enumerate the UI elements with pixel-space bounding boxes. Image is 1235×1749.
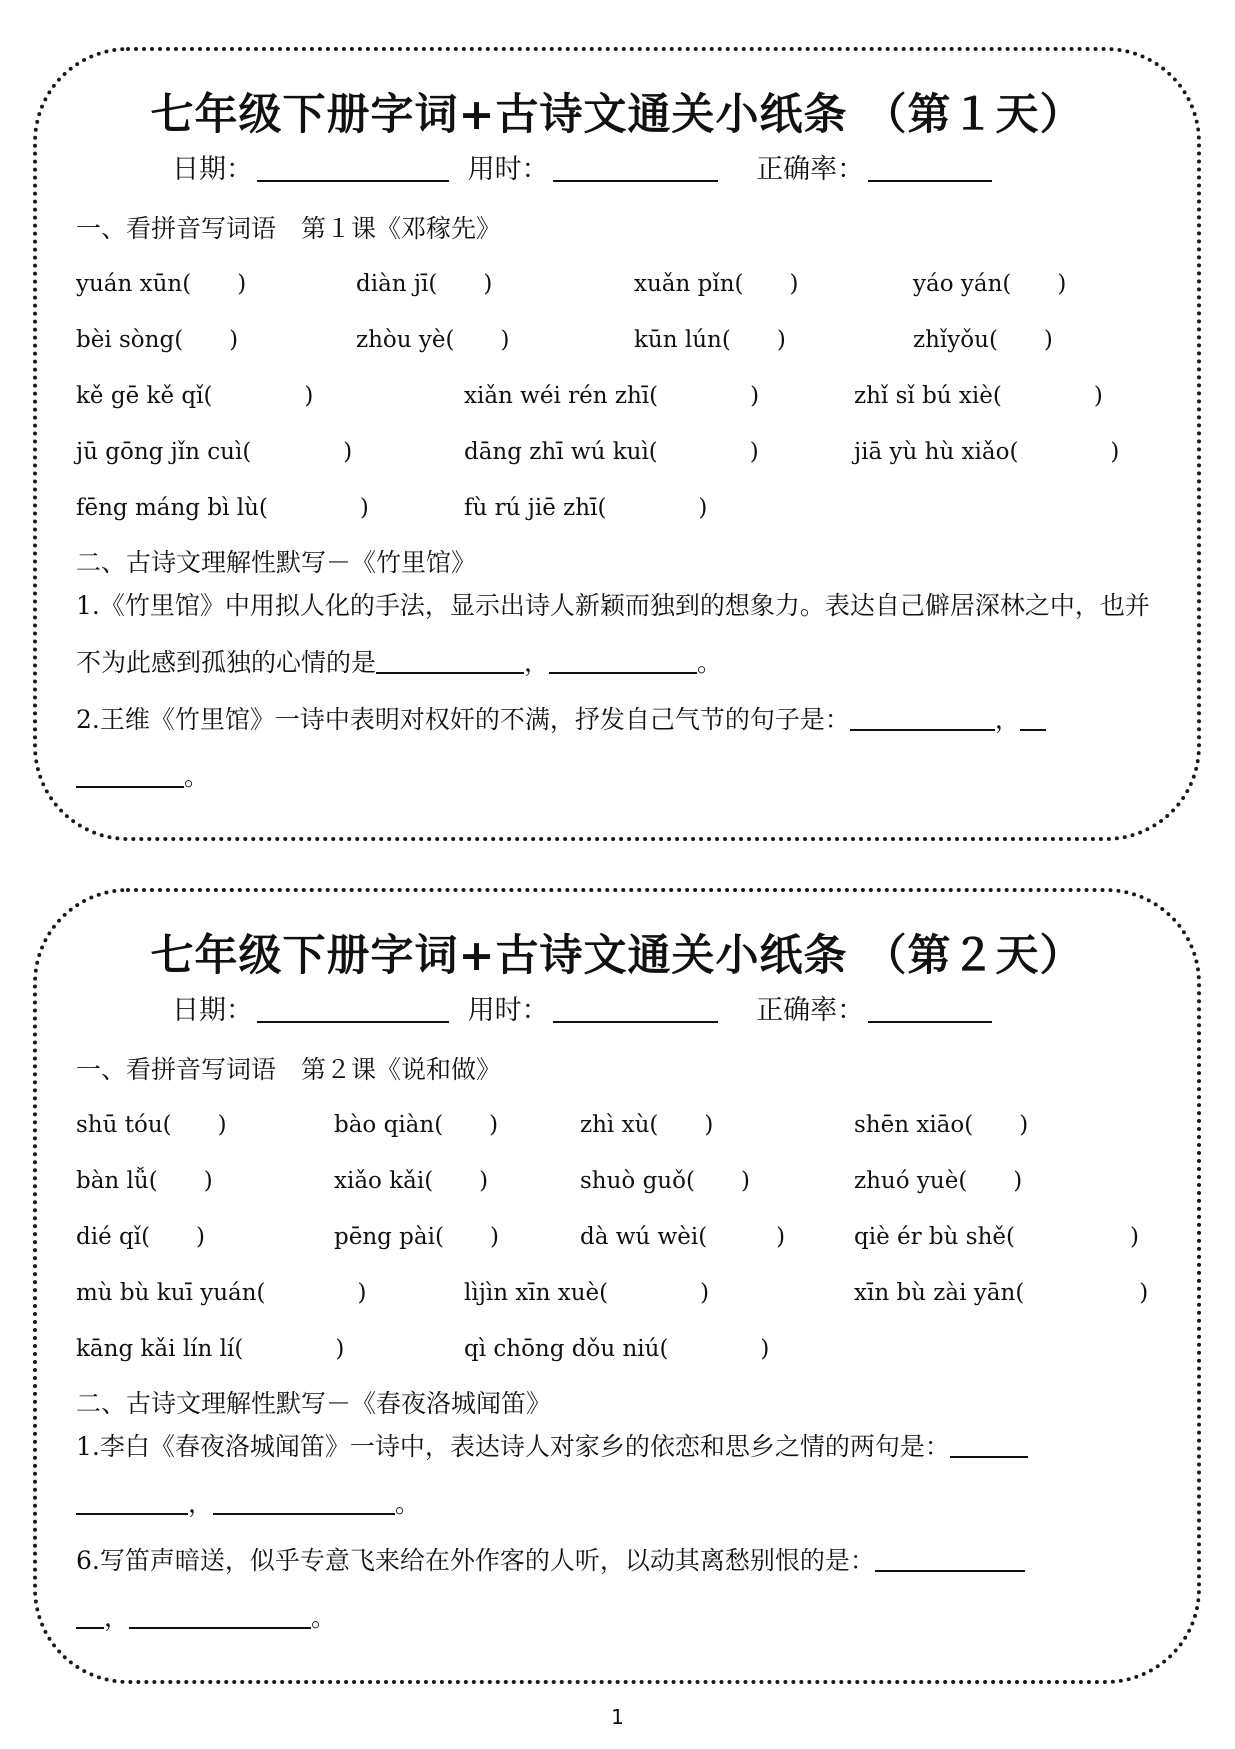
pinyin-item: dà wú wèi( ) [580, 1224, 786, 1250]
time-blank[interactable] [553, 995, 718, 1023]
answer-blank[interactable] [76, 1603, 104, 1629]
date-label: 日期： [172, 995, 253, 1026]
answer-blank[interactable] [76, 1489, 188, 1515]
pinyin-item: jiā yù hù xiǎo( ) [854, 439, 1120, 465]
pinyin-item: diàn jī( ) [356, 271, 493, 297]
header-fields [172, 147, 1002, 186]
period: 。 [311, 1603, 337, 1632]
question-2 [76, 691, 1157, 805]
answer-blank[interactable] [850, 705, 995, 731]
worksheet-card-day1 [33, 47, 1201, 841]
worksheet-title: 七年级下册字词+古诗文通关小纸条 （第１天） [150, 90, 1084, 140]
question-text: 1.《竹里馆》中用拟人化的手法，显示出诗人新颖而独到的想象力。表达自己僻居深林之中，也并不为此感到孤独的心情的是 [76, 591, 1150, 677]
worksheet-title: 七年级下册字词+古诗文通关小纸条 （第２天） [150, 931, 1084, 981]
pinyin-row [76, 377, 1177, 411]
accuracy-label: 正确率： [756, 154, 865, 185]
answer-blank[interactable] [129, 1603, 311, 1629]
pinyin-item: bàn lǚ( ) [76, 1168, 213, 1194]
pinyin-item: kāng kǎi lín lí( ) [76, 1336, 345, 1362]
pinyin-item: shēn xiāo( ) [854, 1112, 1029, 1138]
pinyin-row [76, 1274, 1177, 1308]
question-text: 1.李白《春夜洛城闻笛》一诗中，表达诗人对家乡的依恋和思乡之情的两句是： [76, 1432, 950, 1461]
answer-blank[interactable] [1020, 705, 1046, 731]
pinyin-row [76, 1162, 1177, 1196]
comma: ， [524, 648, 550, 677]
pinyin-item: jū gōng jǐn cuì( ) [76, 439, 353, 465]
date-blank[interactable] [257, 154, 449, 182]
section-poem-title: 二、古诗文理解性默写－《竹里馆》 [76, 548, 477, 577]
pinyin-item: kūn lún( ) [634, 327, 786, 353]
pinyin-item: xuǎn pǐn( ) [634, 271, 799, 297]
pinyin-row [76, 1106, 1177, 1140]
accuracy-blank[interactable] [868, 995, 992, 1023]
pinyin-item: fēng máng bì lù( ) [76, 495, 369, 521]
header-fields [172, 988, 1002, 1027]
pinyin-item: zhuó yuè( ) [854, 1168, 1023, 1194]
pinyin-item: bào qiàn( ) [334, 1112, 499, 1138]
pinyin-row [76, 321, 1177, 355]
question-text: 2.王维《竹里馆》一诗中表明对权奸的不满，抒发自己气节的句子是： [76, 705, 850, 734]
pinyin-item: zhòu yè( ) [356, 327, 510, 353]
pinyin-item: fù rú jiē zhī( ) [464, 495, 708, 521]
pinyin-item: qiè ér bù shě( ) [854, 1224, 1139, 1250]
pinyin-item: lìjìn xīn xuè( ) [464, 1280, 710, 1306]
pinyin-row [76, 489, 1177, 523]
period: 。 [184, 762, 210, 791]
accuracy-blank[interactable] [868, 154, 992, 182]
worksheet-card-day2 [33, 888, 1201, 1684]
pinyin-item: shuò guǒ( ) [580, 1168, 750, 1194]
pinyin-row [76, 433, 1177, 467]
comma: ， [994, 705, 1020, 734]
answer-blank[interactable] [376, 648, 524, 674]
time-label: 用时： [467, 995, 549, 1026]
pinyin-item: zhǐ sǐ bú xiè( ) [854, 383, 1103, 409]
pinyin-item: dāng zhī wú kuì( ) [464, 439, 759, 465]
pinyin-row [76, 1218, 1177, 1252]
pinyin-item: xiǎn wéi rén zhī( ) [464, 383, 760, 409]
pinyin-item: zhǐyǒu( ) [913, 327, 1053, 353]
answer-blank[interactable] [950, 1432, 1028, 1458]
comma: ， [104, 1603, 130, 1632]
time-label: 用时： [467, 154, 549, 185]
accuracy-label: 正确率： [756, 995, 865, 1026]
section-pinyin-title: 一、看拼音写词语 第１课《邓稼先》 [76, 214, 502, 243]
pinyin-item: pēng pài( ) [334, 1224, 499, 1250]
date-label: 日期： [172, 154, 253, 185]
question-1 [76, 1418, 1157, 1532]
page-number: 1 [611, 1705, 624, 1729]
time-blank[interactable] [553, 154, 718, 182]
question-text: 6.写笛声暗送，似乎专意飞来给在外作客的人听，以动其离愁别恨的是： [76, 1546, 875, 1575]
pinyin-item: dié qǐ( ) [76, 1224, 206, 1250]
answer-blank[interactable] [549, 648, 697, 674]
pinyin-item: mù bù kuī yuán( ) [76, 1280, 367, 1306]
answer-blank[interactable] [76, 762, 184, 788]
period: 。 [697, 648, 723, 677]
pinyin-item: xiǎo kǎi( ) [334, 1168, 489, 1194]
pinyin-row [76, 265, 1177, 299]
pinyin-item: yáo yán( ) [913, 271, 1067, 297]
answer-blank[interactable] [875, 1546, 1025, 1572]
comma: ， [188, 1489, 214, 1518]
section-poem-title: 二、古诗文理解性默写－《春夜洛城闻笛》 [76, 1389, 552, 1418]
pinyin-item: bèi sòng( ) [76, 327, 239, 353]
section-pinyin-title: 一、看拼音写词语 第２课《说和做》 [76, 1055, 502, 1084]
answer-blank[interactable] [213, 1489, 395, 1515]
question-2 [76, 1532, 1157, 1646]
pinyin-row [76, 1330, 1177, 1364]
pinyin-item: qì chōng dǒu niú( ) [464, 1336, 770, 1362]
pinyin-item: yuán xūn( ) [76, 271, 247, 297]
pinyin-item: kě gē kě qǐ( ) [76, 383, 314, 409]
date-blank[interactable] [257, 995, 449, 1023]
pinyin-item: xīn bù zài yān( ) [854, 1280, 1149, 1306]
pinyin-item: shū tóu( ) [76, 1112, 227, 1138]
period: 。 [395, 1489, 421, 1518]
question-1 [76, 577, 1157, 691]
pinyin-item: zhì xù( ) [580, 1112, 714, 1138]
